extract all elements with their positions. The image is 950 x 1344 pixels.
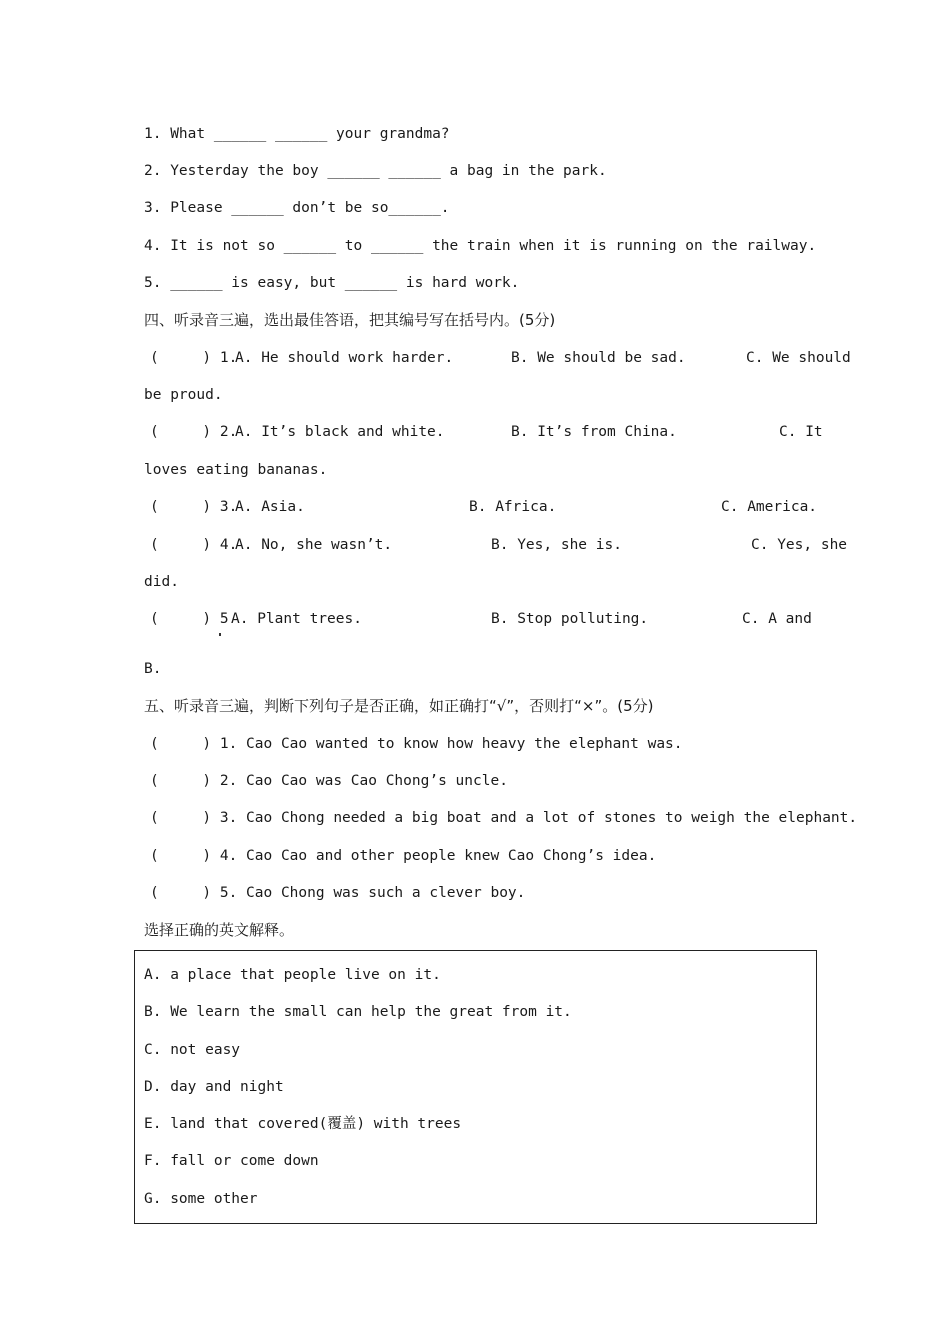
- question-3-option-c: C. America.: [721, 499, 818, 515]
- question-3-number: ( ) 3.: [150, 499, 238, 515]
- question-4-option-c: C. Yes, she: [751, 537, 848, 553]
- question-2-option-a: A. It’s black and white.: [235, 424, 445, 440]
- question-1-option-a: A. He should work harder.: [235, 350, 454, 366]
- section-5-heading: 五、听录音三遍，判断下列句子是否正确，如正确打“√”，否则打“×”。(5分): [144, 697, 654, 715]
- question-5-continuation: B.: [144, 661, 162, 677]
- fill-blank-item-1: 1. What ______ ______ your grandma?: [144, 126, 450, 142]
- definition-option-d: D. day and night: [144, 1079, 284, 1095]
- question-1-continuation: be proud.: [144, 387, 223, 403]
- question-5-option-c: C. A and: [742, 611, 812, 627]
- section-4-heading: 四、听录音三遍，选出最佳答语，把其编号写在括号内。(5分): [144, 311, 556, 329]
- definition-option-c: C. not easy: [144, 1042, 241, 1058]
- true-false-item-5: ( ) 5. Cao Chong was such a clever boy.: [150, 885, 526, 901]
- question-1-number: ( ) 1.: [150, 350, 238, 366]
- question-3-option-b: B. Africa.: [469, 499, 557, 515]
- definition-option-a: A. a place that people live on it.: [144, 967, 441, 983]
- question-5-number: ( ) 5: [150, 611, 229, 627]
- question-5-option-b: B. Stop polluting.: [491, 611, 649, 627]
- question-2-continuation: loves eating bananas.: [144, 462, 328, 478]
- fill-blank-item-4: 4. It is not so ______ to ______ the train when it is running on the railway.: [144, 238, 817, 254]
- definition-option-e: E. land that covered(覆盖) with trees: [144, 1116, 462, 1132]
- question-1-option-c: C. We should: [746, 350, 851, 366]
- stray-dot-mark: [219, 633, 221, 636]
- question-4-number: ( ) 4.: [150, 537, 238, 553]
- definition-option-f: F. fall or come down: [144, 1153, 319, 1169]
- question-2-option-b: B. It’s from China.: [511, 424, 677, 440]
- question-5-option-a: A. Plant trees.: [231, 611, 362, 627]
- question-4-option-b: B. Yes, she is.: [491, 537, 622, 553]
- question-3-option-a: A. Asia.: [235, 499, 305, 515]
- question-1-option-b: B. We should be sad.: [511, 350, 686, 366]
- fill-blank-item-5: 5. ______ is easy, but ______ is hard work.: [144, 275, 520, 291]
- definition-option-g: G. some other: [144, 1191, 258, 1207]
- true-false-item-1: ( ) 1. Cao Cao wanted to know how heavy the elephant was.: [150, 736, 683, 752]
- fill-blank-item-2: 2. Yesterday the boy ______ ______ a bag in the park.: [144, 163, 607, 179]
- question-2-option-c: C. It: [779, 424, 823, 440]
- question-4-continuation: did.: [144, 574, 179, 590]
- true-false-item-2: ( ) 2. Cao Cao was Cao Chong’s uncle.: [150, 773, 508, 789]
- question-2-number: ( ) 2.: [150, 424, 238, 440]
- true-false-item-3: ( ) 3. Cao Chong needed a big boat and a lot of stones to weigh the elephant.: [150, 810, 858, 826]
- definition-option-b: B. We learn the small can help the great from it.: [144, 1004, 572, 1020]
- section-6-heading: 选择正确的英文解释。: [144, 921, 295, 939]
- question-4-option-a: A. No, she wasn’t.: [235, 537, 393, 553]
- fill-blank-item-3: 3. Please ______ don’t be so______.: [144, 200, 450, 216]
- true-false-item-4: ( ) 4. Cao Cao and other people knew Cao Chong’s idea.: [150, 848, 657, 864]
